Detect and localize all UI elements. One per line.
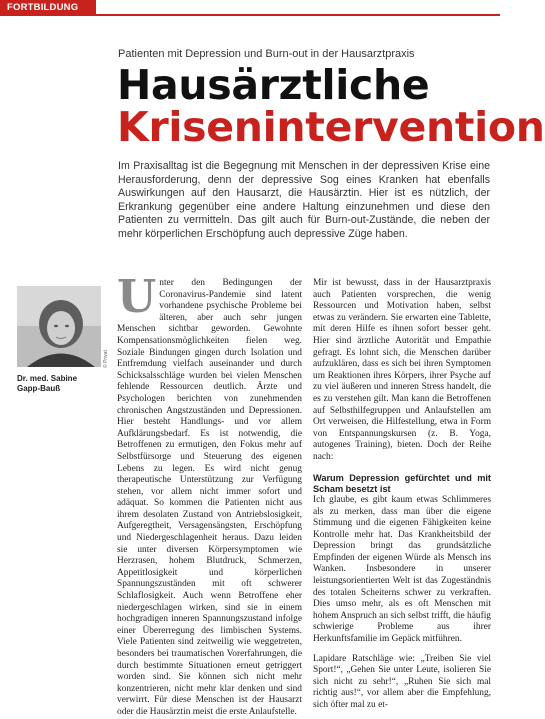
article-headline <box>117 61 545 151</box>
headline-line-2: Krisenintervention <box>117 103 545 151</box>
section-tag: FORTBILDUNG <box>0 0 96 16</box>
body-column-1 <box>117 270 302 719</box>
body-paragraph: Mir ist bewusst, dass in der Hausarztpraxis auch Patienten vorsprechen, die wenig Ressourcen und Motivation haben, selbst etwas zu verändern. Sie erwarten eine Tablette, mit deren Hilfe es ihnen sofort besser geht. Hier sind ärztliche Autorität und Empathie gefragt. Es lohnt sich, die Menschen darüber aufzuklären, dass es sich bei ihren Symptomen um Reaktionen ihres Körpers, ihrer Psyche auf zu viel äußeren und inneren Stress handelt, die es zu verstehen gilt. Man kann die Betroffenen auf Selbsthilfegruppen und Anlaufstellen am Ort verweisen, die Hilfestellung, etwa in Form von Entspannungskursen (z. B. Yoga, autogenes Training), bieten. Doch der Reihe nach: <box>313 278 491 462</box>
author-caption: Dr. med. Sabine Gapp-Bauß <box>17 374 78 393</box>
article-lead: Im Praxisalltag ist die Begegnung mit Menschen in der depressiven Krise eine Herausforderung, denn der depressive Sog eines Kranken hat ebenfalls Auswirkungen auf den Hausarzt, die Hausärztin. Hier ist es nützlich, der Erkrankung gegenüber eine andere Haltung einzunehmen und diese den Patienten zu vermitteln. Das gilt auch für Burn-out-Zustände, die neben der mehr körperlichen Erschöpfung auch depressive Züge haben. <box>118 160 490 240</box>
body-column-2 <box>313 278 491 712</box>
section-subhead: Warum Depression gefürchtet und mit Scham besetzt ist <box>313 472 491 494</box>
author-portrait-image <box>17 286 101 367</box>
body-paragraph: Ich glaube, es gibt kaum etwas Schlimmeres als zu merken, dass man über die eigene Stimmung und die eigenen Fähigkeiten keine Kontrolle mehr hat. Das Krankheitsbild der Depression bringt das grundsätzliche Empfinden der eigenen Würde als Mensch ins Wanken. Insbesondere in unserer leistungsorientierten Welt ist das Zugeständnis des totalen Scheiterns schwer zu verkraften. Dies umso mehr, als es oft Menschen mit hohem Anspruch an sich selbst trifft, die häufig schwierige Probleme aus ihrer Herkunftsfamilie im Gepäck mitführen. <box>313 494 491 645</box>
drop-cap: U <box>117 270 157 323</box>
section-header <box>0 0 500 16</box>
author-photo <box>17 286 101 367</box>
article-kicker: Patienten mit Depression und Burn-out in der Hausarztpraxis <box>118 48 415 60</box>
photo-credit: © Privat <box>103 350 109 368</box>
body-paragraph: Lapidare Ratschläge wie: „Treiben Sie viel Sport!“, „Gehen Sie unter Leute, isolieren Sie sich nicht zu sehr!“, „Ruhen Sie sich mal richtig aus!“, vor allem aber die Empfehlung, sich öfter mal zu et- <box>313 653 491 710</box>
headline-line-1: Hausärztliche <box>117 61 430 109</box>
body-paragraph: nter den Bedingungen der Coronavirus-Pandemie sind latent vorhandene psychische Probleme bei älteren, aber auch sehr jungen Menschen sichtbar geworden. Gewohnte Kompensationsmöglichkeiten fielen weg. Soziale Bindungen gingen durch Isolation und Entfremdung vielfach auseinander und durch Schicksalsschläge wurden bei vielen Menschen fehlende Ressourcen deutlich. Ärzte und Psychologen berichten von zunehmenden chronischen Angstzuständen und Depressionen. Hier besteht Handlungs- und vor allem Aufklärungsbedarf. Es ist notwendig, die Betroffenen zu ermutigen, den Fokus mehr auf Selbstfürsorge und Steuerung des eigenen Lebens zu legen. Es wird nicht genug therapeutische Unterstützung zur Verfügung stehen, vor allem nicht immer sofort und adäquat. So kommen die Patienten nicht aus ihrem desolaten Zustand von Antriebslosigkeit, Aufgeregtheit, Versagensängsten, Erschöpfung und Niedergeschlagenheit heraus. Dazu leiden sie unter diversen Körpersymptomen wie Herzrasen, hohem Blutdruck, Schmerzen, Appetitlosigkeit und körperlichen Spannungszuständen mit oft schwerer Schlaflosigkeit. Auch wenn Betroffene eher niedergeschlagen wirken, sind sie in einem hochgradigen inneren Spannungszustand infolge einer Übererregung des limbischen Systems. Viele Patienten sind zeitweilig wie weggetreten, besonders bei traumatischen Vorerfahrungen, die durch bestimmte Situationen erneut getriggert worden sind. Sie können sich nicht mehr konzentrieren, nicht mehr klar denken und sind verwirrt. Für diese Menschen ist der Hausarzt oder die Hausärztin meist die erste Anlaufstelle. <box>117 278 302 717</box>
section-rule <box>96 14 500 16</box>
